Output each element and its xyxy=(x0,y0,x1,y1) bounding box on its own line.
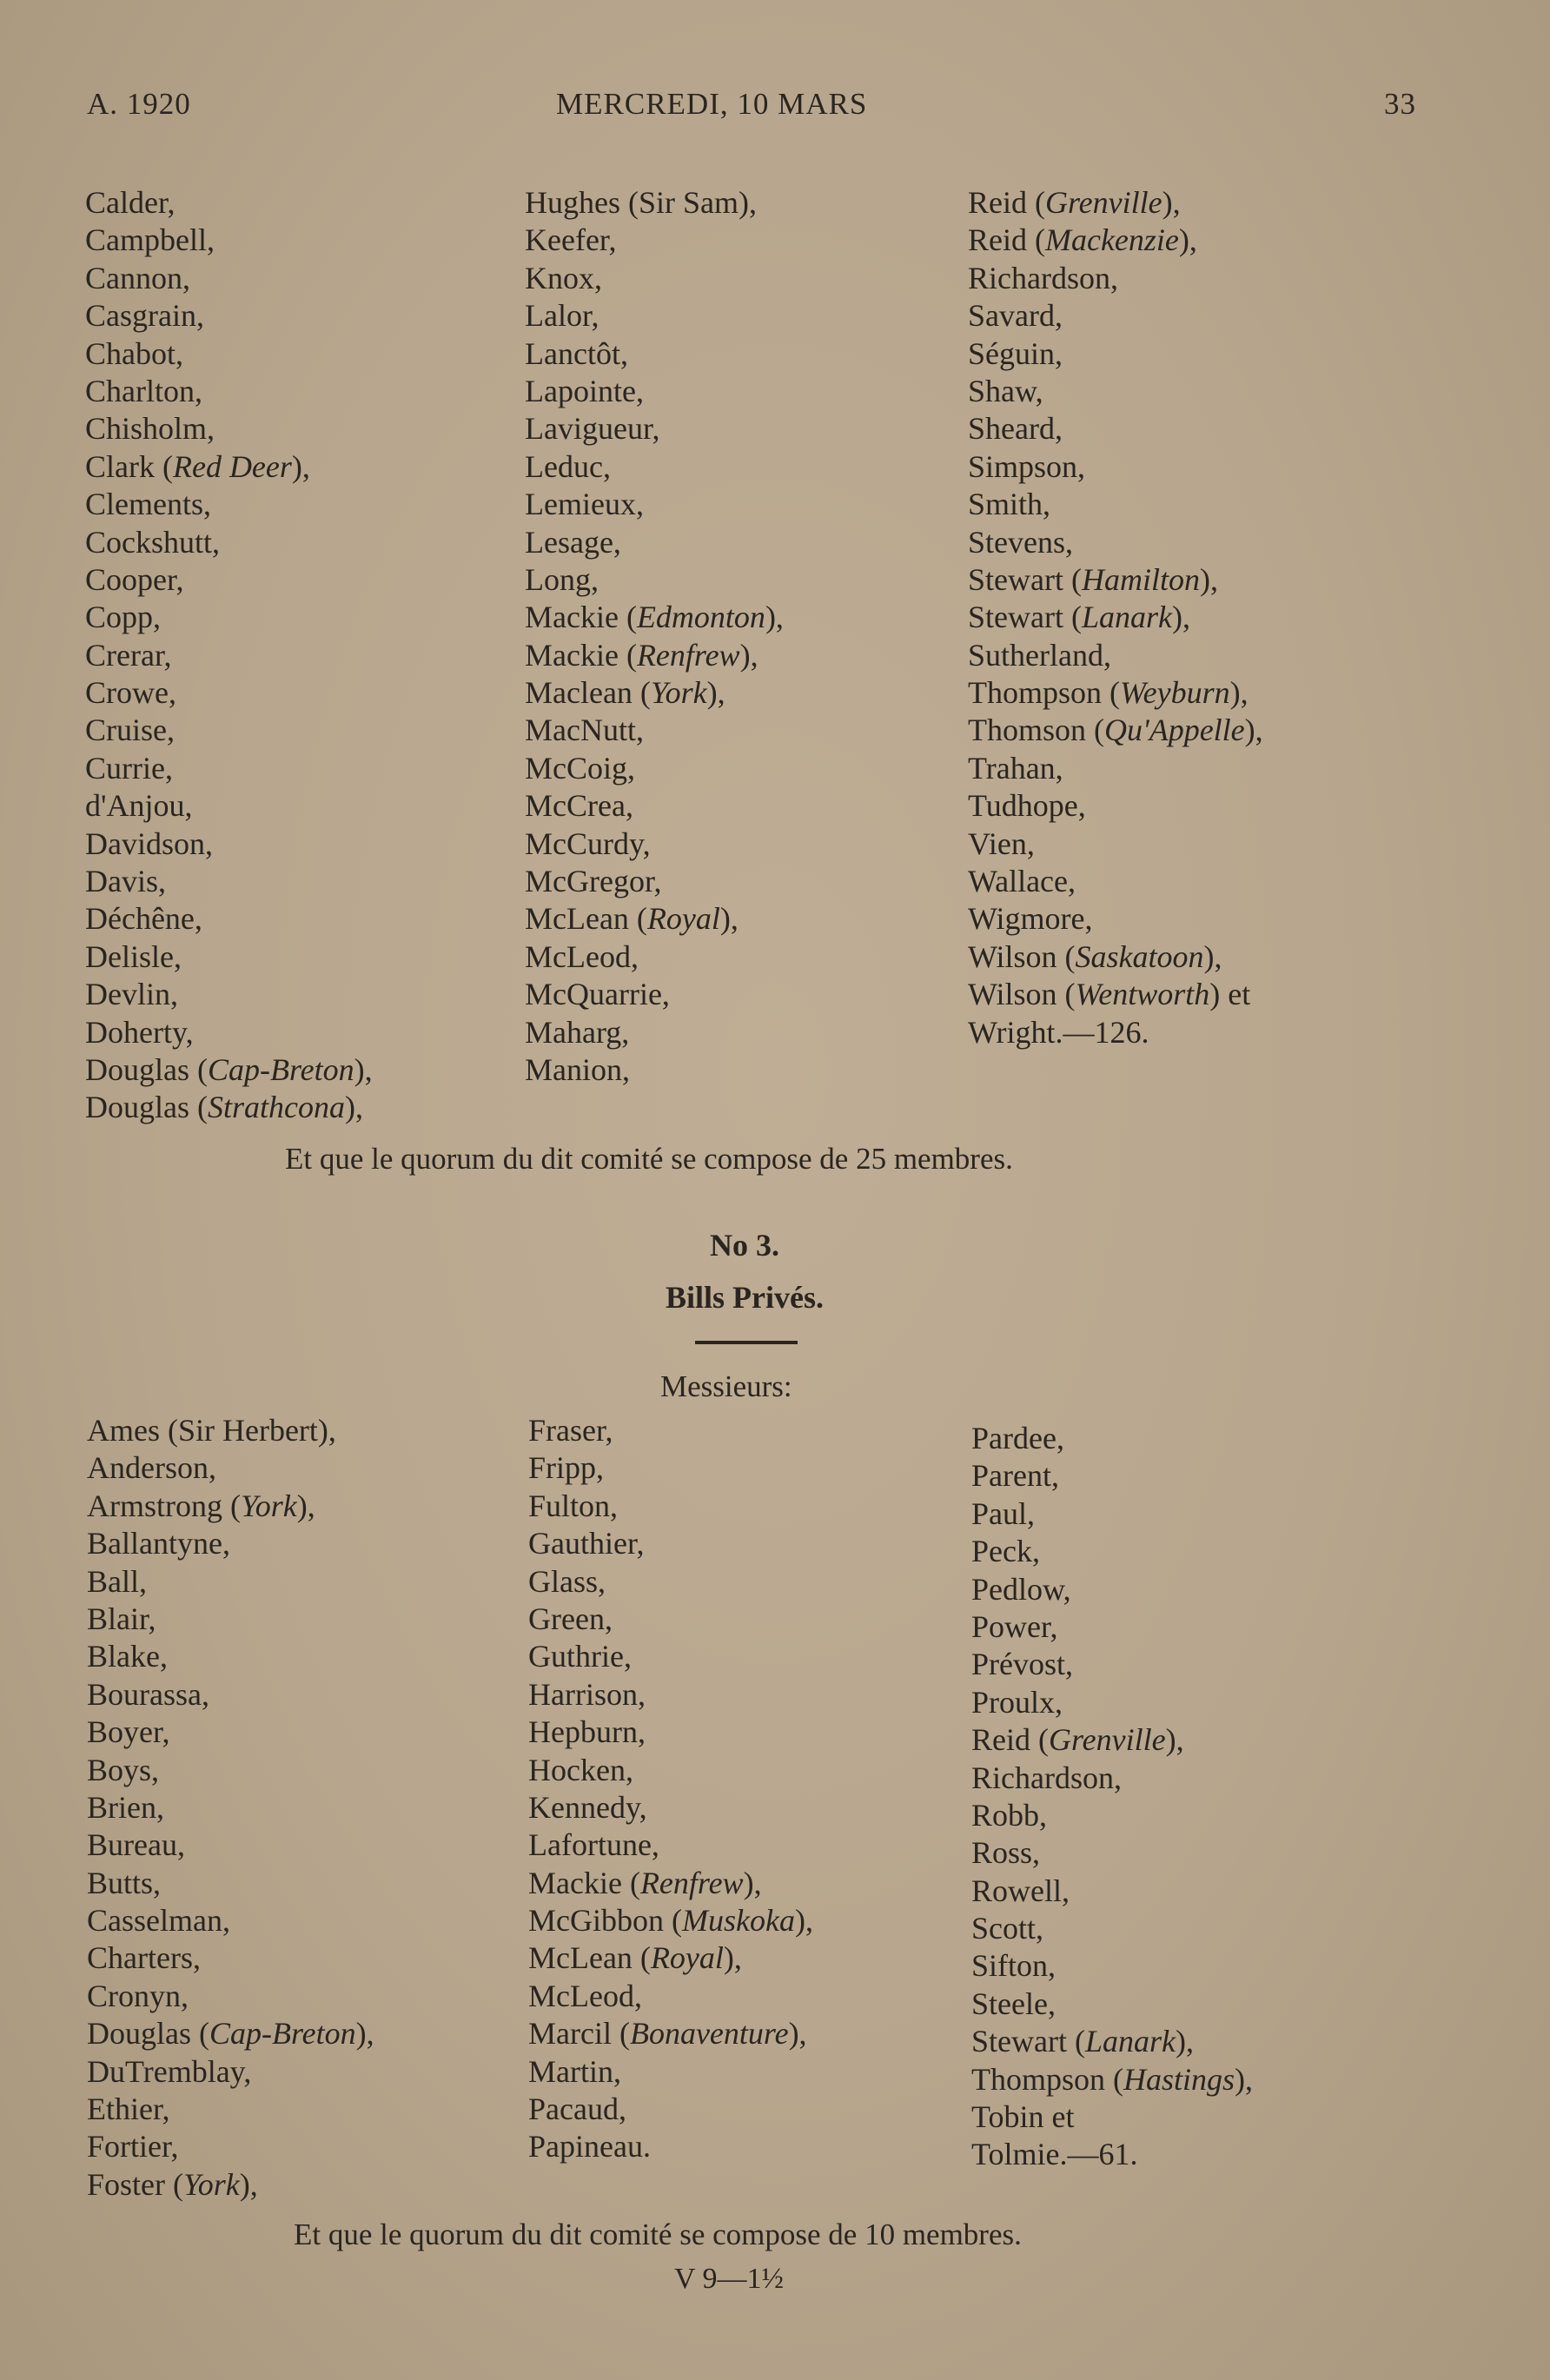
member-name: Tolmie.—61. xyxy=(971,2137,1138,2172)
member-name: McCurdy, xyxy=(525,825,651,861)
member-name: Blake, xyxy=(87,1639,168,1674)
member-name: Scott, xyxy=(971,1911,1044,1946)
quorum-statement-25: Et que le quorum du dit comité se compose de 25 membres. xyxy=(285,1142,1013,1176)
member-name: Reid (Grenville), xyxy=(968,185,1181,220)
member-name: Boys, xyxy=(87,1752,160,1787)
member-name: Steele, xyxy=(971,1986,1056,2021)
member-name: Trahan, xyxy=(968,750,1063,786)
member-name: Cruise, xyxy=(85,713,175,748)
member-name: Thompson (Hastings), xyxy=(971,2061,1254,2097)
member-name: Robb, xyxy=(971,1797,1048,1833)
bills-members-column-2 xyxy=(528,1412,813,2166)
member-name: Rowell, xyxy=(971,1873,1070,1908)
member-name: Bureau, xyxy=(87,1827,185,1863)
members-column-3 xyxy=(968,184,1263,1051)
member-name: Wright.—126. xyxy=(968,1014,1149,1050)
committee-number: No 3. xyxy=(710,1228,779,1263)
members-column-1 xyxy=(85,184,373,1127)
member-name: Doherty, xyxy=(85,1014,194,1050)
member-name: Keefer, xyxy=(525,222,617,258)
member-name: Stewart (Lanark), xyxy=(968,600,1190,635)
member-name: Davis, xyxy=(85,864,166,899)
running-header xyxy=(87,87,1416,130)
member-name: Delisle, xyxy=(85,938,182,974)
committee-title: Bills Privés. xyxy=(666,1280,824,1315)
member-name: Paul, xyxy=(971,1495,1036,1531)
member-name: McLeod, xyxy=(525,938,639,974)
member-name: Pacaud, xyxy=(528,2092,626,2127)
member-name: Ethier, xyxy=(87,2092,170,2127)
printer-signature: V 9—1½ xyxy=(674,2263,784,2295)
member-name: Thomson (Qu'Appelle), xyxy=(968,713,1263,748)
page-number: 33 xyxy=(1384,87,1416,121)
member-name: Brien, xyxy=(87,1789,164,1825)
member-name: Foster (York), xyxy=(87,2166,258,2202)
member-name: Savard, xyxy=(968,298,1063,334)
member-name: Hepburn, xyxy=(528,1714,646,1750)
member-name: Richardson, xyxy=(971,1760,1122,1795)
member-name: Peck, xyxy=(971,1534,1040,1569)
member-name: Marcil (Bonaventure), xyxy=(528,2016,807,2052)
member-name: Chabot, xyxy=(85,335,183,371)
member-name: Wigmore, xyxy=(968,901,1093,937)
member-name: Stevens, xyxy=(968,524,1073,560)
member-name: Proulx, xyxy=(971,1684,1063,1720)
member-name: Harrison, xyxy=(528,1676,646,1712)
member-name: Hocken, xyxy=(528,1752,633,1787)
member-name: Lafortune, xyxy=(528,1827,659,1863)
member-name: Clements, xyxy=(85,487,211,522)
member-name: Glass, xyxy=(528,1563,606,1599)
member-name: Boyer, xyxy=(87,1714,170,1750)
member-name: Long, xyxy=(525,561,599,597)
bills-members-column-3 xyxy=(971,1420,1253,2174)
member-name: McLean (Royal), xyxy=(525,901,739,937)
member-name: Reid (Mackenzie), xyxy=(968,222,1197,258)
member-name: DuTremblay, xyxy=(87,2053,252,2089)
member-name: Chisholm, xyxy=(85,411,215,447)
member-name: Pardee, xyxy=(971,1421,1064,1455)
member-name: Butts, xyxy=(87,1865,162,1900)
member-name: Copp, xyxy=(85,600,162,635)
member-name: MacNutt, xyxy=(525,713,644,748)
member-name: Simpson, xyxy=(968,448,1086,484)
member-name: Douglas (Cap-Breton), xyxy=(87,2016,374,2052)
member-name: Thompson (Weyburn), xyxy=(968,675,1249,711)
member-name: Casselman, xyxy=(87,1903,230,1939)
quorum-statement-10: Et que le quorum du dit comité se compose de 10 membres. xyxy=(294,2218,1022,2251)
member-name: Armstrong (York), xyxy=(87,1488,315,1523)
member-name: Ball, xyxy=(87,1563,147,1599)
member-name: Cronyn, xyxy=(87,1978,189,2013)
member-name: Tobin et xyxy=(971,2099,1075,2135)
member-name: Anderson, xyxy=(87,1450,216,1486)
member-name: Bourassa, xyxy=(87,1676,209,1712)
member-name: Crowe, xyxy=(85,675,176,711)
member-name: Richardson, xyxy=(968,260,1118,295)
members-column-2 xyxy=(525,184,784,1089)
member-name: Crerar, xyxy=(85,637,172,673)
member-name: Wilson (Wentworth) et xyxy=(968,977,1251,1012)
member-name: McGibbon (Muskoka), xyxy=(528,1903,813,1939)
session-year: A. 1920 xyxy=(87,87,191,121)
member-name: Papineau. xyxy=(528,2129,651,2165)
member-name: Cannon, xyxy=(85,260,190,295)
member-name: Vien, xyxy=(968,825,1035,861)
member-name: Manion, xyxy=(525,1051,630,1087)
member-name: Guthrie, xyxy=(528,1639,632,1674)
member-name: Ross, xyxy=(971,1835,1041,1871)
member-name: d'Anjou, xyxy=(85,788,193,824)
page-date: MERCREDI, 10 MARS xyxy=(556,87,868,121)
title-rule xyxy=(695,1341,798,1344)
member-name: Wallace, xyxy=(968,864,1076,899)
member-name: Reid (Grenville), xyxy=(971,1722,1184,1758)
member-name: Fortier, xyxy=(87,2129,179,2165)
member-name: Blair, xyxy=(87,1601,156,1636)
member-name: Charters, xyxy=(87,1940,201,1976)
member-name: Calder, xyxy=(85,185,176,220)
member-name: Fraser, xyxy=(528,1413,613,1448)
member-name: Hughes (Sir Sam), xyxy=(525,185,757,220)
member-name: Mackie (Renfrew), xyxy=(528,1865,762,1900)
member-name: Casgrain, xyxy=(85,298,204,334)
member-name: Martin, xyxy=(528,2053,621,2089)
member-name: Tudhope, xyxy=(968,788,1086,824)
member-name: Déchêne, xyxy=(85,901,202,937)
member-name: Devlin, xyxy=(85,977,178,1012)
member-name: Campbell, xyxy=(85,222,215,258)
member-name: Sutherland, xyxy=(968,637,1111,673)
bills-members-column-1 xyxy=(87,1412,374,2204)
member-name: Sifton, xyxy=(971,1948,1057,1984)
member-name: McLeod, xyxy=(528,1978,642,2013)
member-name: Davidson, xyxy=(85,825,213,861)
member-name: Lesage, xyxy=(525,524,621,560)
member-name: Mackie (Renfrew), xyxy=(525,637,758,673)
member-name: Currie, xyxy=(85,750,173,786)
member-name: Gauthier, xyxy=(528,1526,645,1561)
member-name: McLean (Royal), xyxy=(528,1940,742,1976)
member-name: McGregor, xyxy=(525,864,662,899)
member-name: Lemieux, xyxy=(525,487,644,522)
member-name: Stewart (Hamilton), xyxy=(968,561,1218,597)
member-name: Ames (Sir Herbert), xyxy=(87,1413,336,1448)
salutation: Messieurs: xyxy=(660,1369,792,1403)
member-name: Charlton, xyxy=(85,373,202,408)
member-name: Kennedy, xyxy=(528,1789,647,1825)
member-name: Lalor, xyxy=(525,298,599,334)
member-name: Pedlow, xyxy=(971,1571,1071,1607)
member-name: Fripp, xyxy=(528,1450,605,1486)
member-name: Cockshutt, xyxy=(85,524,221,560)
member-name: Cooper, xyxy=(85,561,184,597)
member-name: Maharg, xyxy=(525,1014,630,1050)
member-name: Douglas (Cap-Breton), xyxy=(85,1051,373,1087)
member-name: Stewart (Lanark), xyxy=(971,2024,1194,2059)
member-name: McCrea, xyxy=(525,788,633,824)
member-name: McQuarrie, xyxy=(525,977,670,1012)
member-name: Prévost, xyxy=(971,1647,1073,1682)
member-name: McCoig, xyxy=(525,750,636,786)
member-name: Maclean (York), xyxy=(525,675,725,711)
member-name: Fulton, xyxy=(528,1488,619,1523)
member-name: Lapointe, xyxy=(525,373,644,408)
member-name: Clark (Red Deer), xyxy=(85,448,310,484)
member-name: Leduc, xyxy=(525,448,611,484)
member-name: Douglas (Strathcona), xyxy=(85,1090,363,1125)
member-name: Green, xyxy=(528,1601,613,1636)
member-name: Power, xyxy=(971,1608,1058,1644)
member-name: Lanctôt, xyxy=(525,335,628,371)
member-name: Smith, xyxy=(968,487,1051,522)
member-name: Shaw, xyxy=(968,373,1043,408)
member-name: Ballantyne, xyxy=(87,1526,230,1561)
member-name: Lavigueur, xyxy=(525,411,660,447)
member-name: Parent, xyxy=(971,1458,1059,1494)
member-name: Wilson (Saskatoon), xyxy=(968,938,1222,974)
member-name: Sheard, xyxy=(968,411,1063,447)
member-name: Mackie (Edmonton), xyxy=(525,600,784,635)
member-name: Knox, xyxy=(525,260,602,295)
member-name: Séguin, xyxy=(968,335,1063,371)
